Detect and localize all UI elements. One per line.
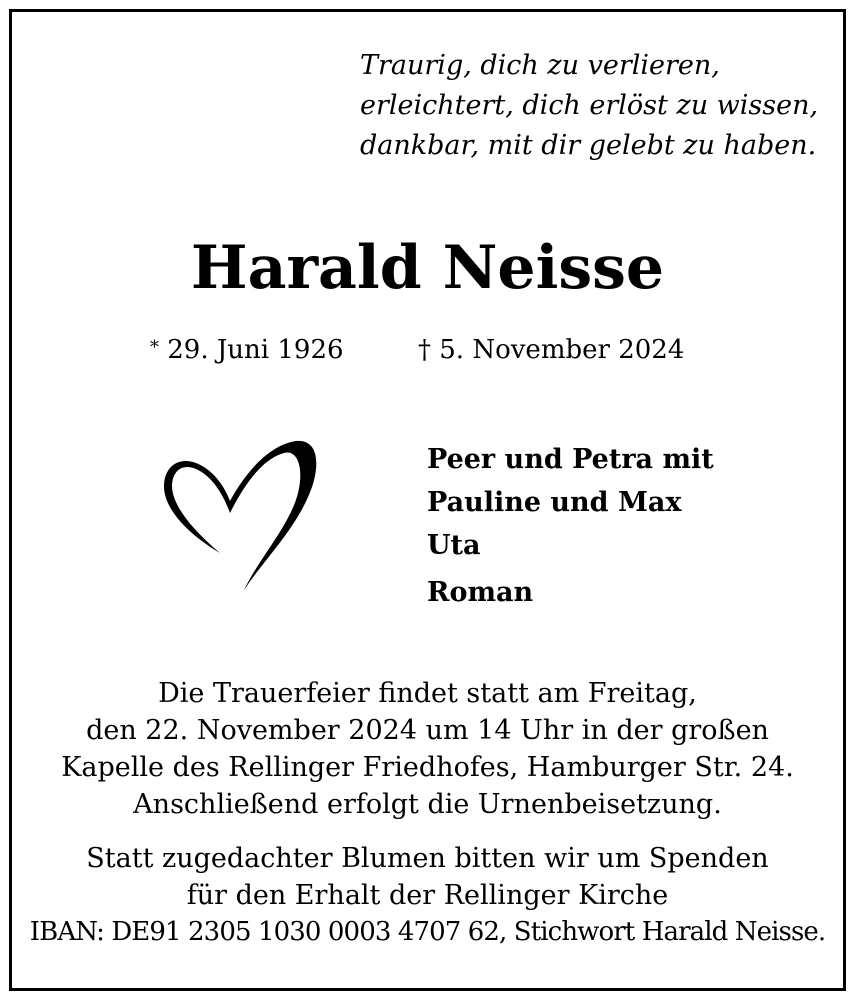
- donation-line: Statt zugedachter Blumen bitten wir um Spenden: [86, 843, 769, 874]
- deceased-name: Harald Neisse: [190, 233, 665, 303]
- birth-symbol: *: [150, 337, 159, 358]
- poem-line: erleichtert, dich erlöst zu wissen,: [360, 90, 819, 121]
- heart-icon: [158, 435, 323, 595]
- death-date-block: [418, 330, 684, 370]
- family-list: [427, 438, 714, 614]
- poem-line: Traurig, dich zu verlieren,: [360, 50, 720, 81]
- family-line: Uta: [427, 530, 481, 561]
- death-symbol: †: [418, 335, 431, 365]
- death-date: 5. November 2024: [439, 335, 685, 365]
- family-line: Roman: [427, 577, 534, 608]
- poem: [360, 46, 830, 166]
- funeral-line: Die Trauerfeier findet statt am Freitag,: [158, 678, 697, 709]
- family-line: Pauline und Max: [427, 487, 682, 518]
- donation-info: [0, 840, 855, 951]
- funeral-line: den 22. November 2024 um 14 Uhr in der großen: [86, 715, 769, 746]
- family-line: Peer und Petra mit: [427, 444, 714, 475]
- iban-line: IBAN: DE91 2305 1030 0003 4707 62, Stichwort Harald Neisse.: [29, 917, 826, 947]
- funeral-info: [0, 675, 855, 823]
- funeral-line: Kapelle des Rellinger Friedhofes, Hamburger Str. 24.: [61, 752, 794, 783]
- funeral-line: Anschließend erfolgt die Urnenbeisetzung.: [133, 789, 722, 820]
- birth-date: 29. Juni 1926: [167, 335, 344, 365]
- poem-line: dankbar, mit dir gelebt zu haben.: [360, 130, 817, 161]
- birth-date-block: [150, 330, 344, 370]
- donation-line: für den Erhalt der Rellinger Kirche: [186, 880, 669, 911]
